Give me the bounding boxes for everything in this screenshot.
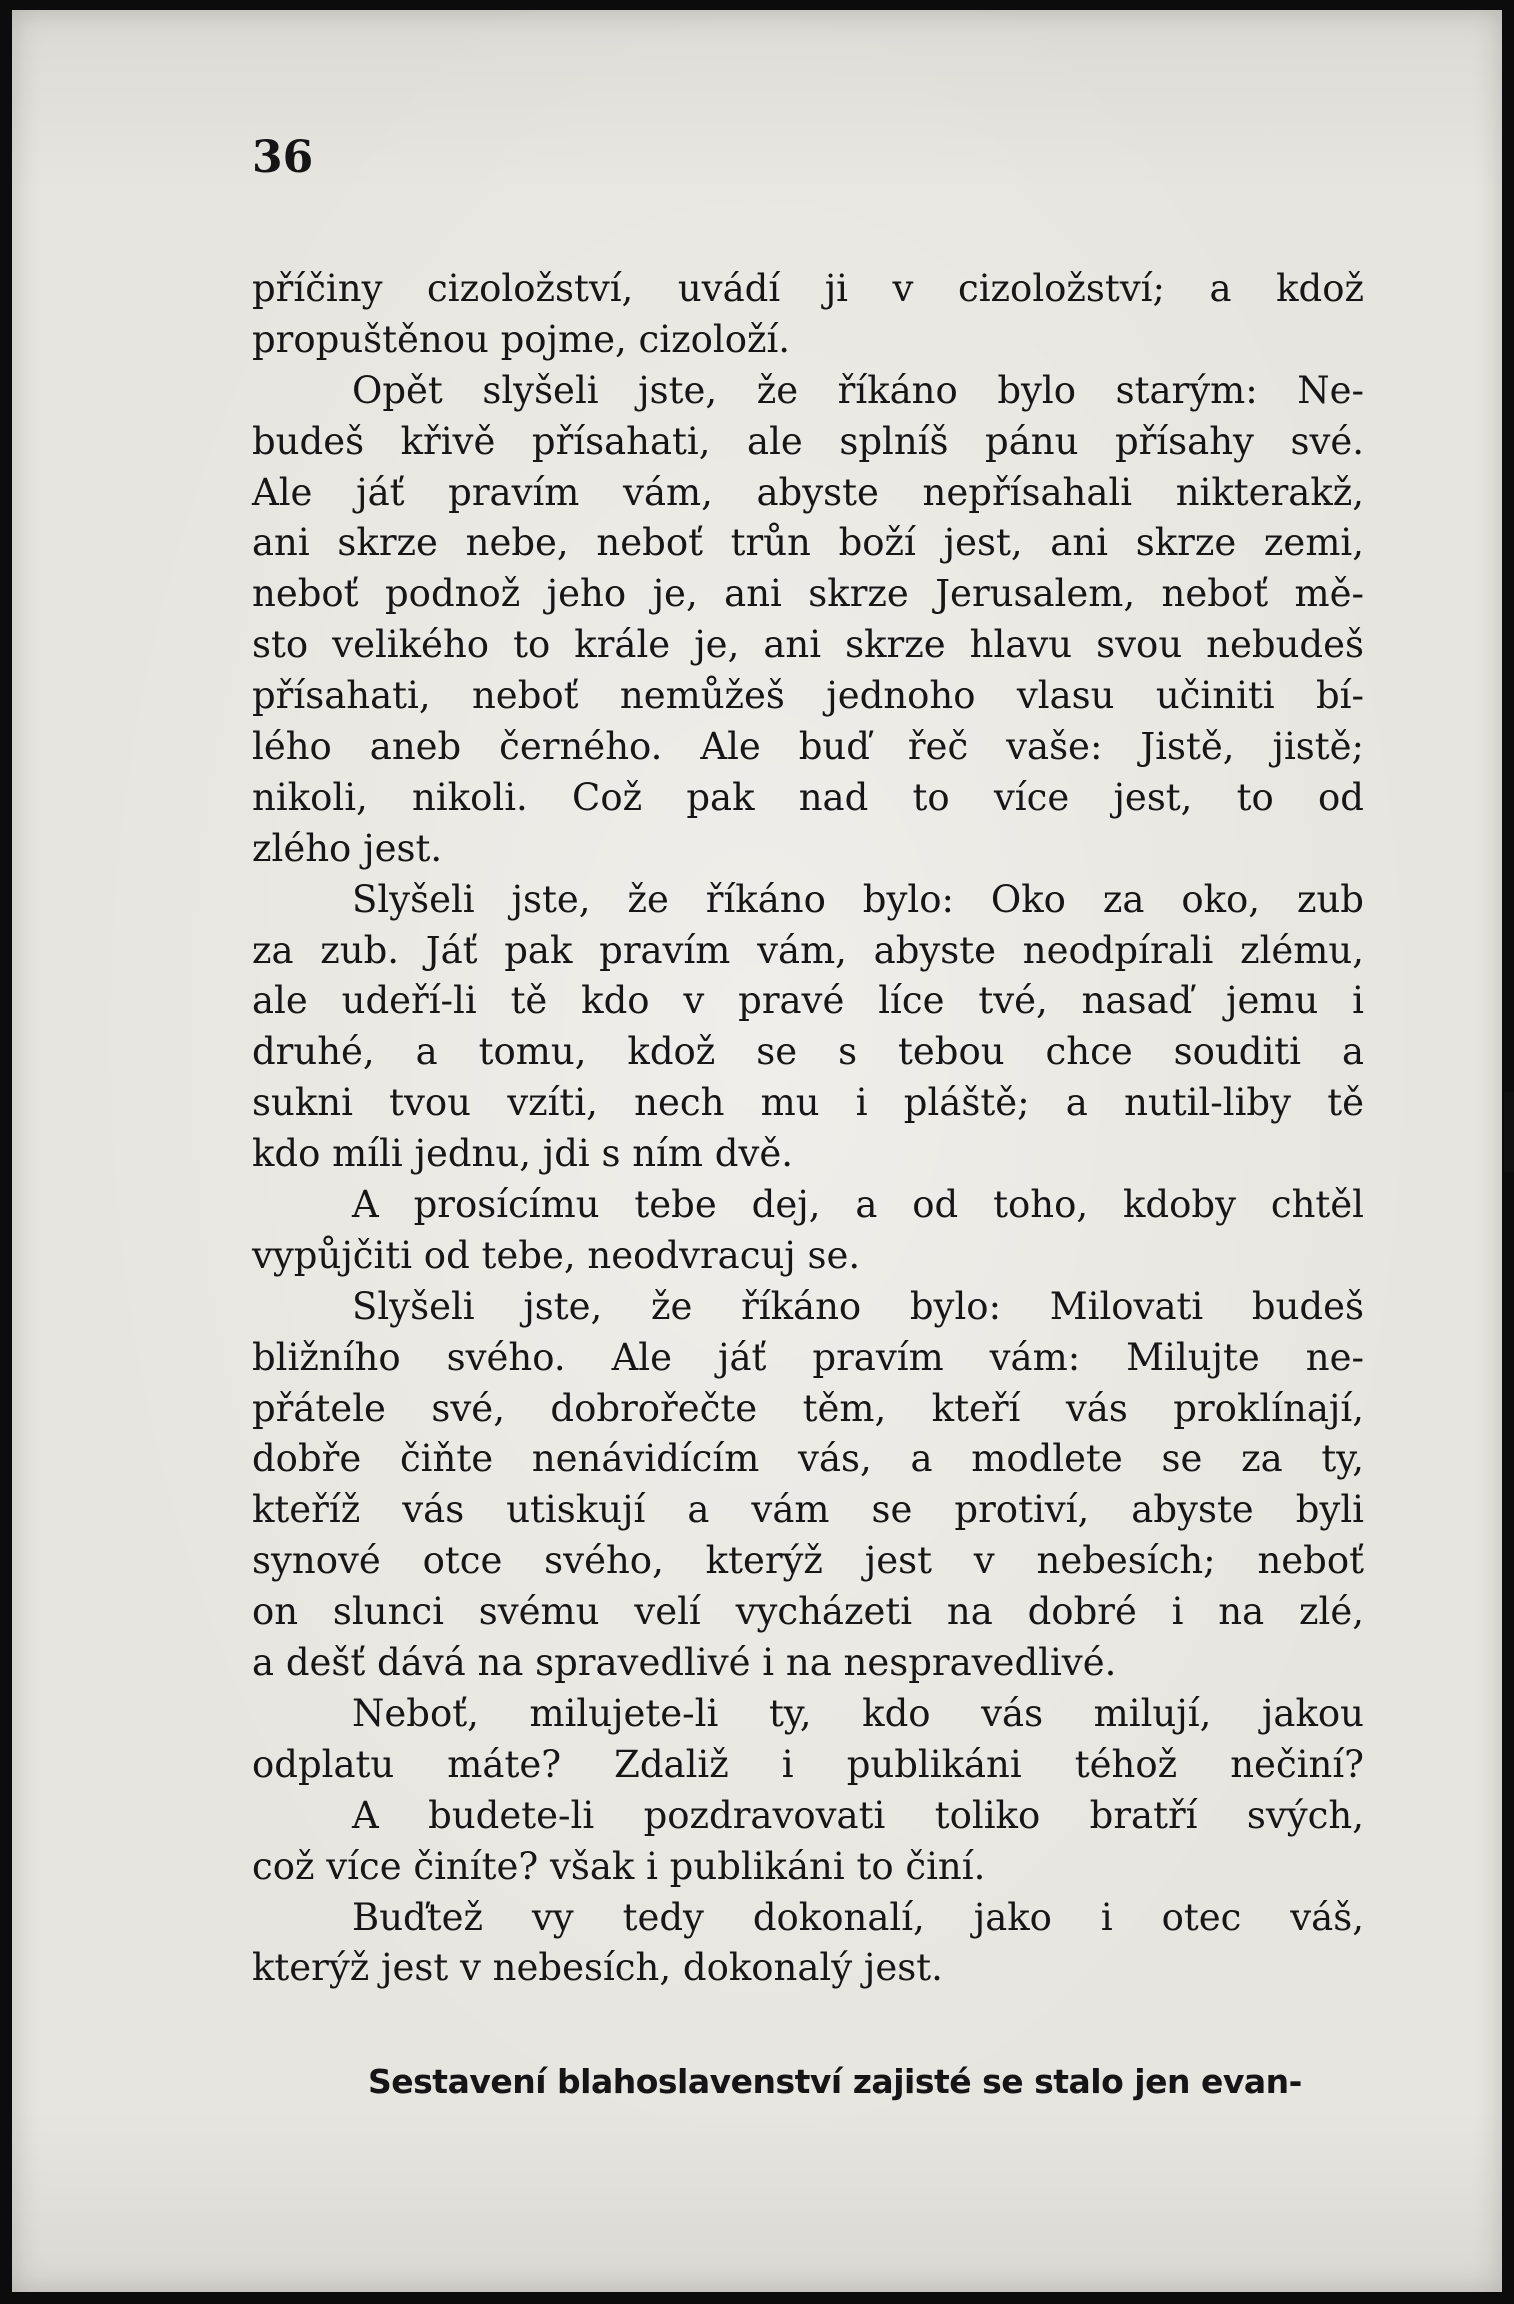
text-line: Opět slyšeli jste, že říkáno bylo starým: Ne-: [352, 368, 1364, 412]
text-line: kdo míli jednu, jdi s ním dvě.: [252, 1132, 793, 1176]
paper-sheet: [12, 10, 1502, 2292]
margin-mark: [1504, 1092, 1514, 1172]
text-line: kteříž vás utiskují a vám se protiví, abyste byli: [252, 1488, 1364, 1532]
text-line: přísahati, neboť nemůžeš jednoho vlasu učiniti bí-: [252, 674, 1364, 718]
text-line: a dešť dává na spravedlivé i na nespravedlivé.: [252, 1641, 1117, 1685]
text-line: což více činíte? však i publikáni to činí.: [252, 1844, 986, 1888]
text-line: ani skrze nebe, neboť trůn boží jest, ani skrze zemi,: [252, 521, 1364, 565]
text-line: vypůjčiti od tebe, neodvracuj se.: [252, 1233, 861, 1277]
text-line: Slyšeli jste, že říkáno bylo: Milovati budeš: [352, 1284, 1364, 1328]
text-line: lého aneb černého. Ale buď řeč vaše: Jistě, jistě;: [252, 725, 1364, 769]
text-line: Neboť, milujete-li ty, kdo vás milují, jakou: [352, 1691, 1364, 1735]
text-line: dobře čiňte nenávidícím vás, a modlete se za ty,: [252, 1437, 1364, 1481]
text-line: A prosícímu tebe dej, a od toho, kdoby chtěl: [352, 1183, 1364, 1227]
text-line: synové otce svého, kterýž jest v nebesích; neboť: [252, 1539, 1364, 1583]
text-line: sukni tvou vzíti, nech mu i pláště; a nutil-liby tě: [252, 1081, 1364, 1125]
text-line: ale udeří-li tě kdo v pravé líce tvé, nasaď jemu i: [252, 979, 1364, 1023]
text-line: sto velikého to krále je, ani skrze hlavu svou nebudeš: [252, 623, 1364, 667]
text-line: on slunci svému velí vycházeti na dobré i na zlé,: [252, 1590, 1364, 1634]
text-line: odplatu máte? Zdaliž i publikáni téhož nečiní?: [252, 1742, 1364, 1786]
text-line: zlého jest.: [252, 826, 443, 870]
footnote-line: Sestavení blahoslavenství zajisté se stalo jen evan-: [368, 2062, 1302, 2101]
text-line: přátele své, dobrořečte těm, kteří vás proklínají,: [252, 1386, 1364, 1430]
text-line: nikoli, nikoli. Což pak nad to více jest, to od: [252, 775, 1364, 819]
page-number: 36: [252, 132, 314, 183]
text-line: Slyšeli jste, že říkáno bylo: Oko za oko, zub: [352, 877, 1364, 921]
text-line: budeš křivě přísahati, ale splníš pánu přísahy své.: [252, 419, 1364, 463]
text-line: kterýž jest v nebesích, dokonalý jest.: [252, 1946, 943, 1990]
text-line: neboť podnož jeho je, ani skrze Jerusalem, neboť mě-: [252, 572, 1364, 616]
body-text: [252, 264, 1364, 1994]
text-line: Ale jáť pravím vám, abyste nepřísahali nikterakž,: [252, 470, 1364, 514]
text-line: Buďtež vy tedy dokonalí, jako i otec váš,: [352, 1895, 1364, 1939]
text-line: za zub. Jáť pak pravím vám, abyste neodpírali zlému,: [252, 928, 1364, 972]
text-line: bližního svého. Ale jáť pravím vám: Milujte ne-: [252, 1335, 1364, 1379]
text-line: propuštěnou pojme, cizoloží.: [252, 317, 791, 361]
text-line: příčiny cizoložství, uvádí ji v cizoložství; a kdož: [252, 267, 1364, 310]
text-line: A budete-li pozdravovati toliko bratří svých,: [352, 1793, 1364, 1837]
text-line: druhé, a tomu, kdož se s tebou chce souditi a: [252, 1030, 1364, 1074]
